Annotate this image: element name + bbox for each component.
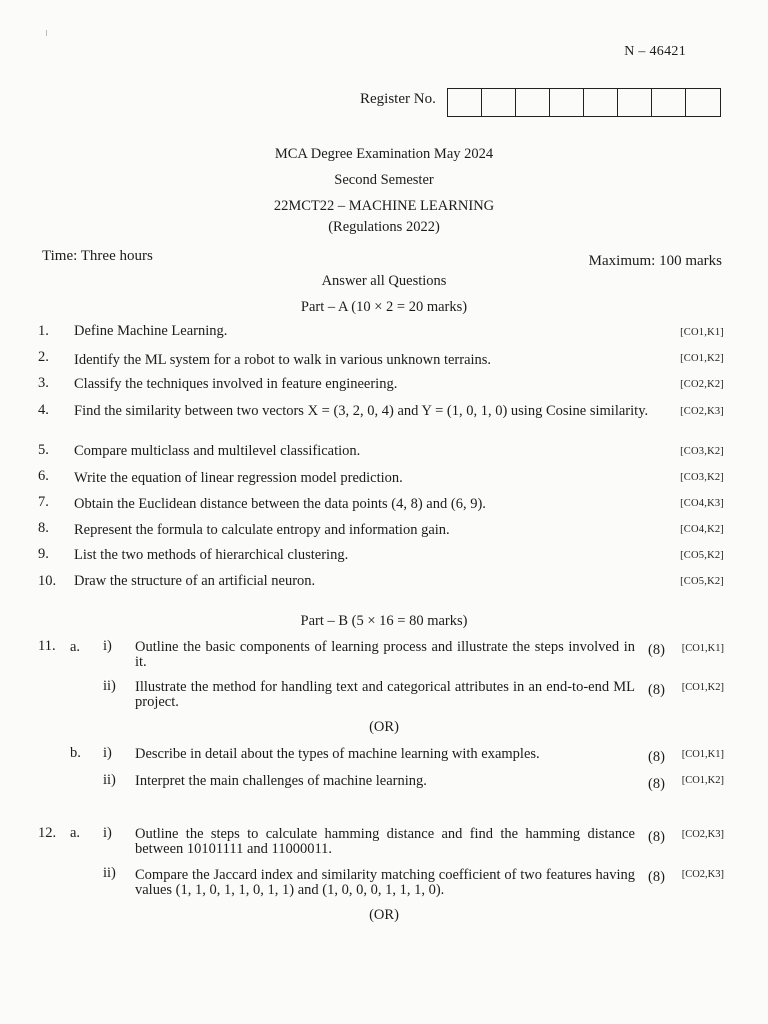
sub-question-text: Describe in detail about the types of machine learning with examples. <box>135 746 540 762</box>
course-outcome: [CO1,K2] <box>680 353 724 364</box>
register-box[interactable] <box>584 89 618 116</box>
course-outcome: [CO1,K1] <box>681 749 724 760</box>
question-text: Find the similarity between two vectors X = (3, 2, 0, 4) and Y = (1, 0, 1, 0) using Cosine similarity. <box>74 403 649 419</box>
course-outcome: [CO4,K3] <box>680 498 724 509</box>
course-outcome: [CO1,K1] <box>680 327 724 338</box>
register-box[interactable] <box>618 89 652 116</box>
question-text: Identify the ML system for a robot to walk in various unknown terrains. <box>74 352 492 368</box>
marks: (8) <box>648 869 665 885</box>
course-outcome: [CO5,K2] <box>680 576 724 587</box>
course-outcome: [CO2,K3] <box>681 829 724 840</box>
question-number: 5. <box>38 442 49 458</box>
question-text: Write the equation of linear regression model prediction. <box>74 470 403 486</box>
sub-question-text: Illustrate the method for handling text and categorical attributes in an end-to-end ML project. <box>135 679 635 710</box>
scan-mark <box>46 30 47 36</box>
sub-question-label: ii) <box>103 865 116 881</box>
question-number: 2. <box>38 349 49 365</box>
or-separator: (OR) <box>369 719 399 735</box>
question-text: Define Machine Learning. <box>74 323 228 339</box>
sub-question-label: ii) <box>103 678 116 694</box>
part-b-heading: Part – B (5 × 16 = 80 marks) <box>300 613 468 629</box>
option-label: a. <box>70 639 81 655</box>
question-number: 3. <box>38 375 49 391</box>
register-box[interactable] <box>516 89 550 116</box>
sub-question-label: i) <box>103 745 112 761</box>
question-text: Draw the structure of an artificial neuron. <box>74 573 316 589</box>
sub-question-text: Outline the basic components of learning process and illustrate the steps involved in it. <box>135 639 635 670</box>
course-outcome: [CO1,K1] <box>681 643 724 654</box>
sub-question-label: i) <box>103 825 112 841</box>
sub-question-text: Interpret the main challenges of machine learning. <box>135 773 427 789</box>
question-text: Compare multiclass and multilevel classification. <box>74 443 361 459</box>
option-label: a. <box>70 825 81 841</box>
question-number: 4. <box>38 402 49 418</box>
course-outcome: [CO3,K2] <box>680 472 724 483</box>
question-text: Obtain the Euclidean distance between the data points (4, 8) and (6, 9). <box>74 496 486 512</box>
register-box[interactable] <box>550 89 584 116</box>
sub-question-label: i) <box>103 638 112 654</box>
sub-question-text: Outline the steps to calculate hamming distance and find the hamming distance between 10101111 and 11000011. <box>135 826 635 857</box>
course-outcome: [CO2,K2] <box>680 379 724 390</box>
register-number-boxes[interactable] <box>447 88 721 117</box>
marks: (8) <box>648 829 665 845</box>
question-number: 7. <box>38 494 49 510</box>
question-number: 12. <box>38 825 57 841</box>
semester: Second Semester <box>334 172 434 188</box>
course-outcome: [CO4,K2] <box>680 524 724 535</box>
marks: (8) <box>648 642 665 658</box>
regulations: (Regulations 2022) <box>328 219 440 235</box>
question-number: 9. <box>38 546 49 562</box>
register-box[interactable] <box>652 89 686 116</box>
instruction: Answer all Questions <box>321 273 447 289</box>
question-text: Represent the formula to calculate entropy and information gain. <box>74 522 450 538</box>
marks: (8) <box>648 749 665 765</box>
time-allowed: Time: Three hours <box>42 248 153 264</box>
maximum-marks: Maximum: 100 marks <box>588 253 722 269</box>
course-outcome: [CO1,K2] <box>681 682 724 693</box>
course-outcome: [CO2,K3] <box>680 406 724 417</box>
option-label: b. <box>70 745 81 761</box>
question-number: 6. <box>38 468 49 484</box>
course-outcome: [CO1,K2] <box>681 775 724 786</box>
register-label: Register No. <box>360 91 436 107</box>
exam-title: MCA Degree Examination May 2024 <box>274 146 494 162</box>
question-text: List the two methods of hierarchical clustering. <box>74 547 349 563</box>
register-box[interactable] <box>482 89 516 116</box>
question-text: Classify the techniques involved in feature engineering. <box>74 376 398 392</box>
or-separator: (OR) <box>369 907 399 923</box>
marks: (8) <box>648 776 665 792</box>
question-number: 11. <box>38 638 56 654</box>
question-number: 1. <box>38 323 49 339</box>
sub-question-label: ii) <box>103 772 116 788</box>
question-number: 10. <box>38 573 57 589</box>
question-number: 8. <box>38 520 49 536</box>
paper-code: N – 46421 <box>624 44 686 59</box>
course-title: 22MCT22 – MACHINE LEARNING <box>273 198 495 214</box>
sub-question-text: Compare the Jaccard index and similarity matching coefficient of two features having values (1, 1, 0, 1, 1, 0, 1, 1) and (1, 0, 0, 0, 1, 1, 1, 0). <box>135 867 635 898</box>
marks: (8) <box>648 682 665 698</box>
course-outcome: [CO2,K3] <box>681 869 724 880</box>
course-outcome: [CO3,K2] <box>680 446 724 457</box>
register-box[interactable] <box>448 89 482 116</box>
part-a-heading: Part – A (10 × 2 = 20 marks) <box>300 299 468 315</box>
course-outcome: [CO5,K2] <box>680 550 724 561</box>
register-box[interactable] <box>686 89 720 116</box>
